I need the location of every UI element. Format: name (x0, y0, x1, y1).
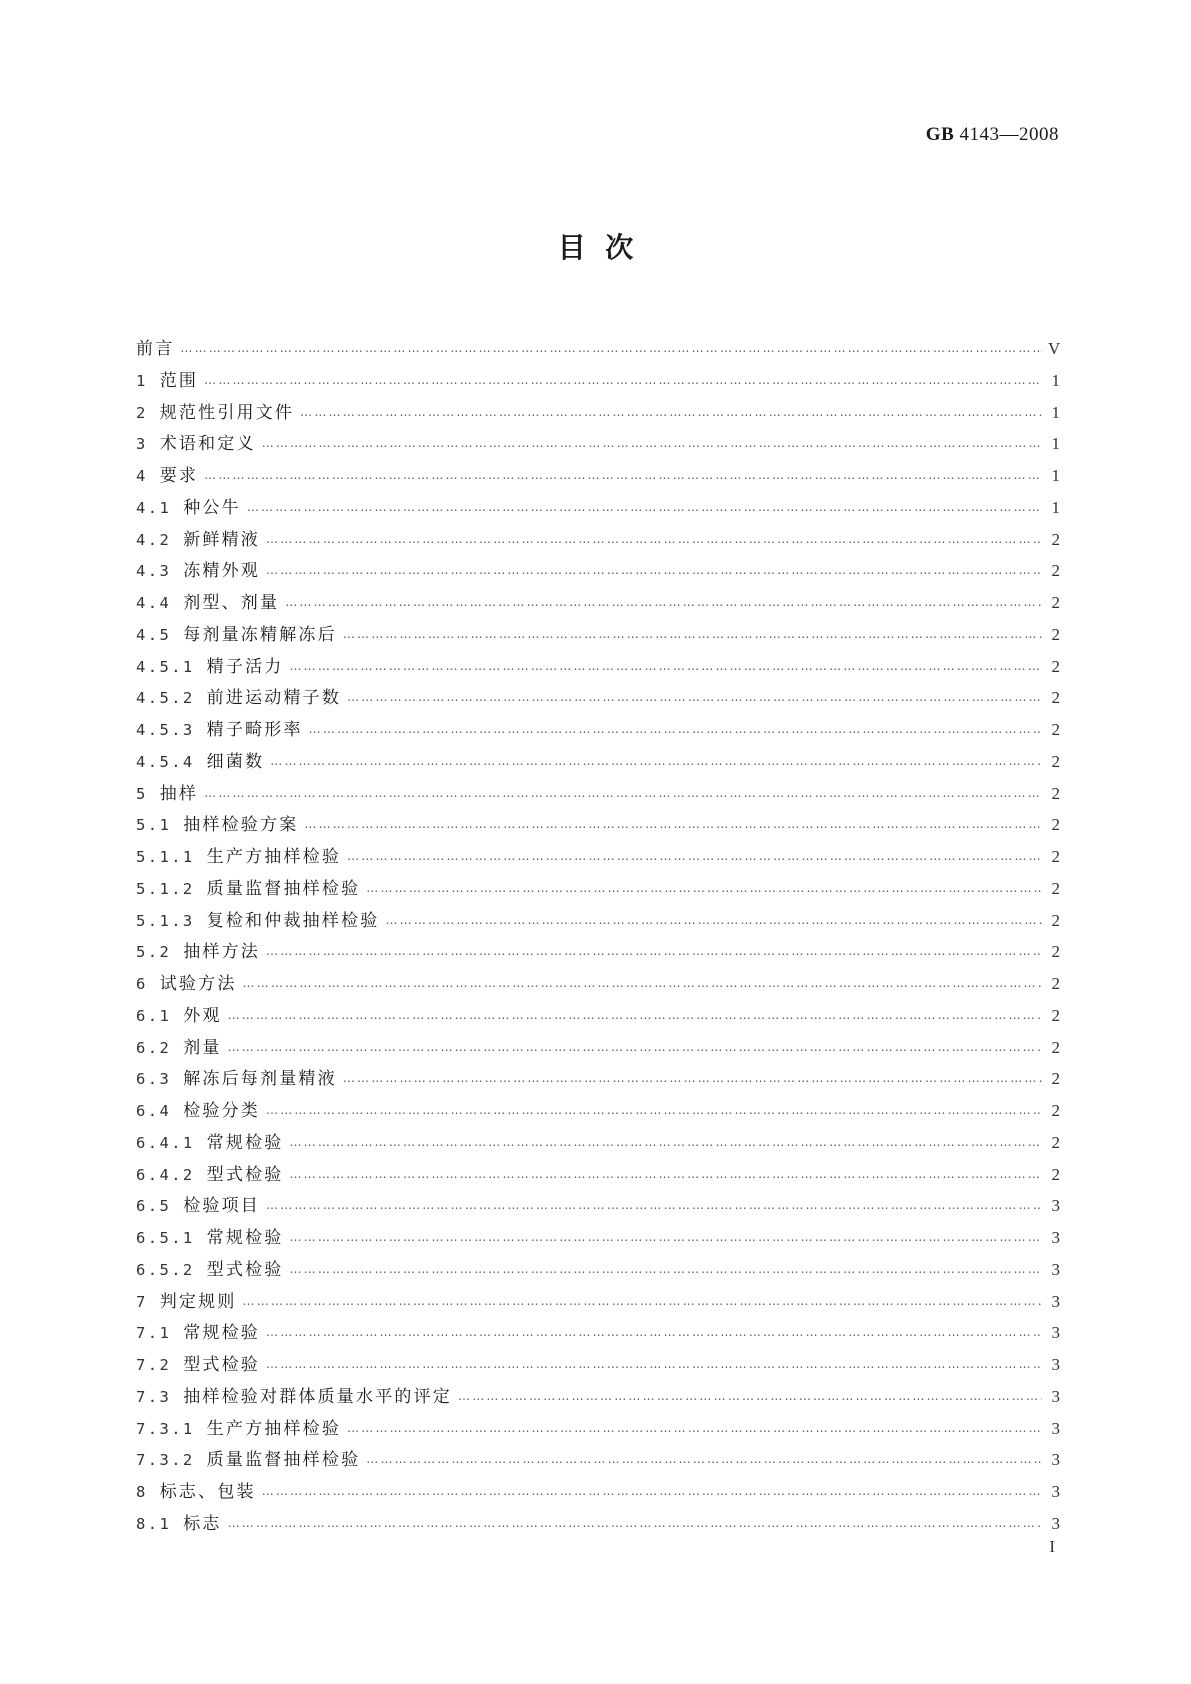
toc-dot-leader (285, 587, 1042, 619)
toc-entry-title: 剂型、剂量 (183, 593, 280, 613)
toc-entry[interactable] (136, 1508, 1060, 1540)
toc-entry-title: 范围 (159, 370, 199, 391)
toc-entry[interactable] (136, 1381, 1060, 1413)
toc-entry-number: 4.2 (136, 530, 172, 549)
toc-entry-title: 术语和定义 (159, 434, 256, 455)
toc-entry[interactable] (136, 746, 1060, 778)
toc-entry-page: 2 (1051, 910, 1060, 930)
toc-entry-number: 5.1 (136, 816, 172, 835)
standard-number: 4143—2008 (959, 124, 1059, 145)
toc-entry-page: 3 (1051, 1228, 1060, 1247)
toc-entry[interactable] (136, 682, 1060, 714)
toc-entry-title: 精子畸形率 (206, 720, 303, 740)
toc-entry-number: 4.1 (136, 498, 172, 517)
toc-dot-leader (247, 492, 1042, 524)
toc-entry-page: 2 (1051, 529, 1060, 549)
toc-entry-title: 试验方法 (159, 974, 237, 994)
toc-entry-page: 2 (1051, 1037, 1060, 1057)
toc-dot-leader (304, 809, 1042, 841)
toc-entry-number: 7.3 (136, 1387, 172, 1406)
toc-entry[interactable] (136, 555, 1060, 587)
toc-entry[interactable] (136, 460, 1060, 492)
toc-entry-page: 1 (1051, 466, 1060, 485)
standard-code (926, 124, 1059, 146)
toc-entry-title: 质量监督抽样检验 (206, 1450, 361, 1471)
toc-entry-page: 3 (1051, 1323, 1060, 1343)
toc-entry-number: 6.5 (136, 1197, 172, 1216)
toc-dot-leader (204, 365, 1042, 397)
toc-entry[interactable] (136, 524, 1060, 556)
toc-dot-leader (289, 1127, 1042, 1159)
toc-entry-page: 1 (1051, 434, 1060, 454)
toc-dot-leader (266, 1095, 1042, 1127)
toc-dot-leader (343, 1063, 1042, 1095)
toc-entry-page: 2 (1051, 1101, 1060, 1120)
toc-entry[interactable] (136, 1286, 1060, 1318)
toc-entry-number: 6.5.1 (136, 1229, 195, 1247)
toc-entry[interactable] (136, 873, 1060, 905)
toc-entry-title: 检验分类 (183, 1101, 261, 1121)
toc-entry-title: 前言 (136, 339, 175, 359)
toc-entry-title: 检验项目 (183, 1196, 261, 1217)
toc-dot-leader (300, 397, 1042, 429)
toc-entry-title: 剂量 (183, 1037, 222, 1058)
toc-entry-number: 5.1.1 (136, 848, 195, 866)
toc-entry-page: 2 (1051, 1164, 1060, 1184)
toc-entry-page: V (1048, 339, 1061, 358)
toc-entry-number: 8.1 (136, 1514, 172, 1533)
toc-entry-number: 6 (136, 975, 148, 993)
toc-dot-leader (458, 1381, 1042, 1413)
toc-entry-number: 6.1 (136, 1006, 172, 1025)
toc-entry-number: 3 (136, 435, 148, 454)
page-title: 目 次 (557, 231, 634, 264)
toc-dot-leader (347, 682, 1042, 714)
toc-entry-title: 型式检验 (206, 1259, 284, 1280)
toc-entry[interactable] (136, 968, 1060, 1000)
toc-entry-number: 6.4.2 (136, 1165, 195, 1184)
toc-dot-leader (289, 651, 1042, 683)
toc-entry-title: 规范性引用文件 (159, 402, 295, 423)
toc-entry-title: 抽样 (159, 783, 199, 804)
toc-dot-leader (262, 428, 1042, 460)
toc-entry-number: 5.2 (136, 943, 172, 962)
toc-entry-number: 6.2 (136, 1038, 172, 1057)
toc-entry-number: 4.3 (136, 562, 172, 581)
toc-entry[interactable] (136, 397, 1060, 429)
toc-entry-page: 2 (1051, 1005, 1060, 1025)
toc-entry-page: 2 (1051, 720, 1060, 739)
toc-dot-leader (228, 1000, 1042, 1032)
toc-entry[interactable] (136, 1063, 1060, 1095)
toc-entry[interactable] (136, 1254, 1060, 1286)
toc-entry[interactable] (136, 1032, 1060, 1064)
toc-dot-leader (243, 1286, 1042, 1318)
toc-entry[interactable] (136, 587, 1060, 619)
toc-entry-page: 3 (1051, 1355, 1060, 1374)
toc-entry-number: 7.1 (136, 1324, 172, 1343)
toc-entry-title: 外观 (183, 1005, 222, 1026)
toc-entry[interactable] (136, 1222, 1060, 1254)
toc-entry[interactable] (136, 651, 1060, 683)
toc-dot-leader (243, 968, 1042, 1000)
toc-entry-title: 冻精外观 (183, 561, 261, 582)
toc-entry-page: 3 (1051, 1291, 1060, 1311)
toc-entry-page: 2 (1051, 751, 1060, 771)
toc-entry-title: 常规检验 (206, 1228, 284, 1248)
toc-entry[interactable] (136, 809, 1060, 841)
toc-entry[interactable] (136, 1349, 1060, 1381)
toc-dot-leader (289, 1159, 1042, 1191)
toc-entry-page: 3 (1051, 1196, 1060, 1216)
toc-entry-number: 4.4 (136, 594, 172, 612)
toc-entry[interactable] (136, 619, 1060, 651)
toc-entry-title: 细菌数 (206, 751, 265, 772)
toc-entry-title: 抽样检验对群体质量水平的评定 (183, 1386, 453, 1407)
toc-entry-title: 种公牛 (183, 497, 241, 518)
page-folio: I (1049, 1537, 1055, 1556)
toc-dot-leader (289, 1222, 1042, 1254)
toc-entry-page: 2 (1051, 847, 1060, 866)
toc-dot-leader (180, 333, 1042, 365)
toc-entry[interactable] (136, 1190, 1060, 1222)
toc-entry[interactable] (136, 1159, 1060, 1191)
toc-entry-title: 生产方抽样检验 (206, 847, 342, 867)
toc-entry-title: 抽样检验方案 (183, 815, 299, 836)
toc-dot-leader (343, 619, 1042, 651)
toc-entry-page: 1 (1051, 497, 1060, 517)
toc-entry-number: 7.3.1 (136, 1419, 195, 1438)
standard-prefix: GB (925, 124, 955, 145)
toc-entry-number: 5 (136, 784, 148, 803)
toc-entry-number: 6.4.1 (136, 1133, 195, 1152)
toc-dot-leader (266, 1349, 1042, 1381)
toc-entry-page: 2 (1051, 783, 1060, 803)
toc-entry-page: 2 (1051, 942, 1060, 962)
toc-entry-number: 4 (136, 467, 148, 485)
toc-entry-number: 1 (136, 371, 148, 390)
toc-entry-title: 常规检验 (206, 1132, 284, 1153)
toc-entry-page: 3 (1051, 1450, 1060, 1470)
toc-entry-page: 2 (1051, 593, 1060, 612)
toc-entry-number: 4.5.2 (136, 689, 195, 708)
toc-entry-title: 要求 (159, 466, 199, 486)
toc-dot-leader (266, 936, 1042, 968)
toc-entry-page: 2 (1051, 815, 1060, 835)
toc-entry-page: 3 (1051, 1418, 1060, 1438)
toc-entry-title: 复检和仲裁抽样检验 (206, 910, 380, 931)
toc-dot-leader (262, 1476, 1042, 1508)
toc-dot-leader (385, 905, 1042, 937)
toc-entry-page: 3 (1051, 1513, 1060, 1533)
toc-entry-number: 8 (136, 1483, 148, 1501)
toc-entry-title: 质量监督抽样检验 (206, 878, 361, 899)
toc-entry-page: 2 (1051, 688, 1060, 708)
toc-entry-page: 2 (1051, 561, 1060, 581)
toc-dot-leader (228, 1508, 1042, 1540)
toc-entry-title: 每剂量冻精解冻后 (183, 624, 337, 645)
toc-entry-title: 判定规则 (159, 1291, 237, 1312)
toc-entry-number: 7.3.2 (136, 1451, 195, 1470)
toc-dot-leader (270, 746, 1042, 778)
toc-entry[interactable] (136, 841, 1060, 873)
toc-entry[interactable] (136, 365, 1060, 397)
toc-entry[interactable] (136, 492, 1060, 524)
toc-entry-title: 型式检验 (183, 1355, 261, 1375)
toc-dot-leader (266, 1317, 1042, 1349)
toc-entry-number: 5.1.3 (136, 911, 195, 930)
toc-entry-number: 7.2 (136, 1356, 172, 1374)
toc-dot-leader (228, 1032, 1042, 1064)
toc-entry-page: 3 (1051, 1259, 1060, 1279)
toc-entry-title: 标志 (183, 1513, 222, 1534)
toc-dot-leader (347, 1413, 1042, 1445)
toc-entry-page: 2 (1051, 656, 1060, 676)
toc-dot-leader (266, 1190, 1042, 1222)
toc-entry[interactable] (136, 1413, 1060, 1445)
toc-entry[interactable] (136, 714, 1060, 746)
toc-entry[interactable] (136, 1476, 1060, 1508)
toc-dot-leader (266, 555, 1042, 587)
toc-entry-number: 5.1.2 (136, 879, 195, 898)
toc-entry-title: 精子活力 (206, 656, 284, 677)
toc-entry-page: 2 (1051, 878, 1060, 898)
toc-entry-number: 4.5.1 (136, 657, 195, 676)
toc-entry[interactable] (136, 333, 1060, 365)
toc-entry-number: 4.5.3 (136, 721, 195, 739)
toc-dot-leader (347, 841, 1042, 873)
toc-entry-title: 型式检验 (206, 1164, 284, 1185)
toc-entry-number: 7 (136, 1292, 148, 1311)
toc-entry-number: 6.3 (136, 1070, 172, 1089)
toc-entry-page: 2 (1051, 1132, 1060, 1152)
toc-entry-page: 1 (1051, 370, 1060, 390)
toc-entry-number: 2 (136, 403, 148, 422)
toc-entry[interactable] (136, 1127, 1060, 1159)
toc-entry-page: 2 (1051, 1069, 1060, 1089)
toc-entry[interactable] (136, 1095, 1060, 1127)
toc-entry-page: 1 (1051, 402, 1060, 422)
toc-entry-title: 常规检验 (183, 1323, 261, 1344)
toc-entry-title: 前进运动精子数 (206, 688, 342, 709)
toc-entry-title: 抽样方法 (183, 942, 261, 963)
toc-entry[interactable] (136, 936, 1060, 968)
toc-entry-number: 4.5 (136, 625, 172, 644)
toc-dot-leader (366, 873, 1042, 905)
toc-entry-page: 2 (1051, 974, 1060, 993)
toc-entry-title: 标志、包装 (159, 1482, 256, 1502)
toc-dot-leader (289, 1254, 1042, 1286)
toc-entry-page: 3 (1051, 1482, 1060, 1501)
toc-entry-number: 6.4 (136, 1102, 172, 1120)
toc-entry[interactable] (136, 1444, 1060, 1476)
toc-entry-page: 3 (1051, 1386, 1060, 1406)
toc-entry-number: 6.5.2 (136, 1260, 195, 1279)
toc-entry[interactable] (136, 905, 1060, 937)
toc-entry[interactable] (136, 778, 1060, 810)
toc-entry-page: 2 (1051, 624, 1060, 644)
toc-entry-title: 生产方抽样检验 (206, 1418, 342, 1439)
toc-dot-leader (309, 714, 1042, 746)
toc-entry[interactable] (136, 1000, 1060, 1032)
toc-dot-leader (366, 1444, 1042, 1476)
toc-entry[interactable] (136, 1317, 1060, 1349)
table-of-contents (136, 333, 1060, 1540)
toc-entry-title: 新鲜精液 (183, 529, 261, 550)
toc-dot-leader (266, 524, 1042, 556)
toc-entry[interactable] (136, 428, 1060, 460)
toc-dot-leader (204, 778, 1042, 810)
toc-dot-leader (204, 460, 1042, 492)
toc-entry-number: 4.5.4 (136, 752, 195, 771)
toc-entry-title: 解冻后每剂量精液 (183, 1069, 337, 1090)
